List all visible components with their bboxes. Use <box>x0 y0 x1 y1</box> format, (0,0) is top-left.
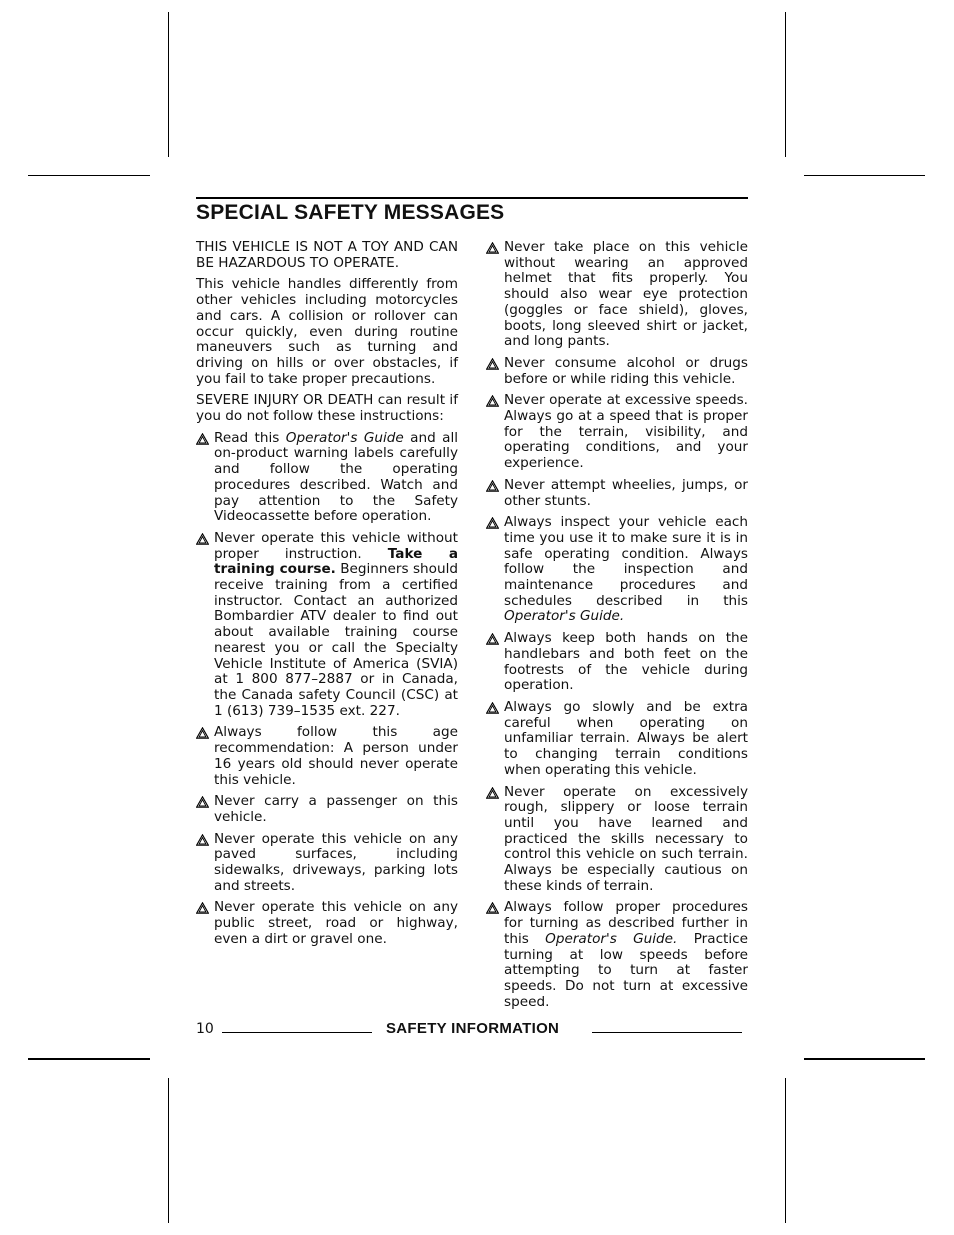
list-item <box>486 240 748 350</box>
crop-mark <box>804 1058 925 1060</box>
page-title: SPECIAL SAFETY MESSAGES <box>196 197 748 225</box>
item-text: Never attempt wheelies, jumps, or other stunts. <box>504 476 748 509</box>
severe-lead: SEVERE INJURY OR DEATH <box>196 392 374 409</box>
footer-rule <box>222 1032 372 1033</box>
hazard-lead: THIS VEHICLE IS NOT A TOY AND CAN BE HAZARDOUS TO OPERATE. <box>196 239 458 271</box>
footer-section-title: SAFETY INFORMATION <box>386 1020 560 1037</box>
list-item <box>486 515 748 625</box>
guide-title: Operator's Guide <box>285 429 404 446</box>
warning-triangle-icon <box>196 431 214 445</box>
list-item <box>196 794 458 825</box>
crop-mark <box>804 175 925 176</box>
warning-triangle-icon <box>196 725 214 739</box>
item-text: Always inspect your vehicle each time you use it to make sure it is in safe operating condition. Always follow the inspection and maintenance procedures and schedules described in this <box>504 514 748 609</box>
item-text: Read this <box>214 429 286 446</box>
warning-triangle-icon <box>486 478 504 492</box>
warning-triangle-icon <box>486 700 504 714</box>
training-emphasis: Take a training course. <box>214 545 458 578</box>
list-item <box>486 356 748 387</box>
crop-mark <box>28 175 150 176</box>
item-text: and all on-product warning labels carefully and follow the operating procedures described. Watch and pay attention to the Safety Videocassette before operation. <box>214 429 459 525</box>
list-item <box>486 900 748 1010</box>
crop-mark <box>168 12 169 157</box>
crop-mark <box>168 1078 169 1223</box>
list-item <box>486 785 748 895</box>
warning-triangle-icon <box>486 900 504 914</box>
list-item <box>196 832 458 895</box>
warning-triangle-icon <box>486 240 504 254</box>
severe-paragraph <box>196 393 458 424</box>
item-text: Beginners should receive training from a certified instructor. Contact an authorized Bombardier ATV dealer to find out about available training course nearest you or call the Specialty Vehicle Institute of America (SVIA) at 1 800 877–2887 or in Canada, the Canada safety Council (CSC) at 1 (613) 739–1535 ext. 227. <box>214 561 458 719</box>
list-item <box>486 393 748 472</box>
item-text: Never take place on this vehicle without wearing an approved helmet that fits properly. You should also wear eye protection (goggles or face shield), gloves, boots, long sleeved shirt or jacket, and long pants. <box>504 239 748 350</box>
guide-title: Operator's Guide. <box>504 608 625 625</box>
warning-triangle-icon <box>486 785 504 799</box>
guide-title: Operator's Guide. <box>545 930 678 947</box>
item-text: Never operate on excessively rough, slippery or loose terrain until you have learned and practiced the skills necessary to control this vehicle on such terrain. Always be especially cautious on these kinds of terrain. <box>504 783 748 894</box>
list-item <box>196 725 458 788</box>
crop-mark <box>28 1058 150 1060</box>
list-item <box>486 478 748 509</box>
list-item <box>196 531 458 719</box>
item-text: Never carry a passenger on this vehicle. <box>214 793 458 825</box>
list-item <box>486 700 748 779</box>
item-text: Practice turning at low speeds before attempting to turn at faster speeds. Do not turn at excessive speed. <box>504 930 748 1010</box>
item-text: Never operate at excessive speeds. Always go at a speed that is proper for the terrain, visibility, and operating conditions, and your experience. <box>504 392 748 472</box>
warning-triangle-icon <box>196 794 214 808</box>
item-text: Never operate this vehicle on any paved surfaces, including sidewalks, driveways, parking lots and streets. <box>214 830 458 894</box>
list-item <box>486 631 748 694</box>
footer-rule <box>592 1032 742 1033</box>
crop-mark <box>785 1078 786 1223</box>
list-item <box>196 431 458 525</box>
item-text: Always go slowly and be extra careful when operating on unfamiliar terrain. Always be alert to changing terrain conditions when operating this vehicle. <box>504 698 748 778</box>
item-text: Always follow this age recommendation: A person under 16 years old should never operate this vehicle. <box>214 724 458 788</box>
warning-triangle-icon <box>196 531 214 545</box>
warning-triangle-icon <box>486 356 504 370</box>
warning-triangle-icon <box>486 393 504 407</box>
item-text: Always follow proper procedures for turning as described further in this <box>504 899 748 947</box>
crop-mark <box>785 12 786 157</box>
left-column <box>196 240 458 954</box>
warning-triangle-icon <box>196 832 214 846</box>
page-footer <box>196 1020 748 1040</box>
list-item <box>196 900 458 947</box>
intro-paragraph: This vehicle handles differently from other vehicles including motorcycles and cars. A collision or rollover can occur quickly, even during routine maneuvers such as turning and driving on hills or over obstacles, if you fail to take proper precautions. <box>196 276 458 387</box>
warning-triangle-icon <box>486 631 504 645</box>
item-text: Never operate this vehicle on any public street, road or highway, even a dirt or gravel one. <box>214 899 458 947</box>
item-text: Always keep both hands on the handlebars and both feet on the footrests of the vehicle during operation. <box>504 630 748 694</box>
item-text: Never operate this vehicle without proper instruction. <box>214 529 458 562</box>
warning-triangle-icon <box>196 900 214 914</box>
warning-triangle-icon <box>486 515 504 529</box>
severe-rest: can result if you do not follow these instructions: <box>196 392 458 425</box>
page-number: 10 <box>196 1021 214 1037</box>
item-text: Never consume alcohol or drugs before or while riding this vehicle. <box>504 354 748 387</box>
right-column <box>486 240 748 1016</box>
